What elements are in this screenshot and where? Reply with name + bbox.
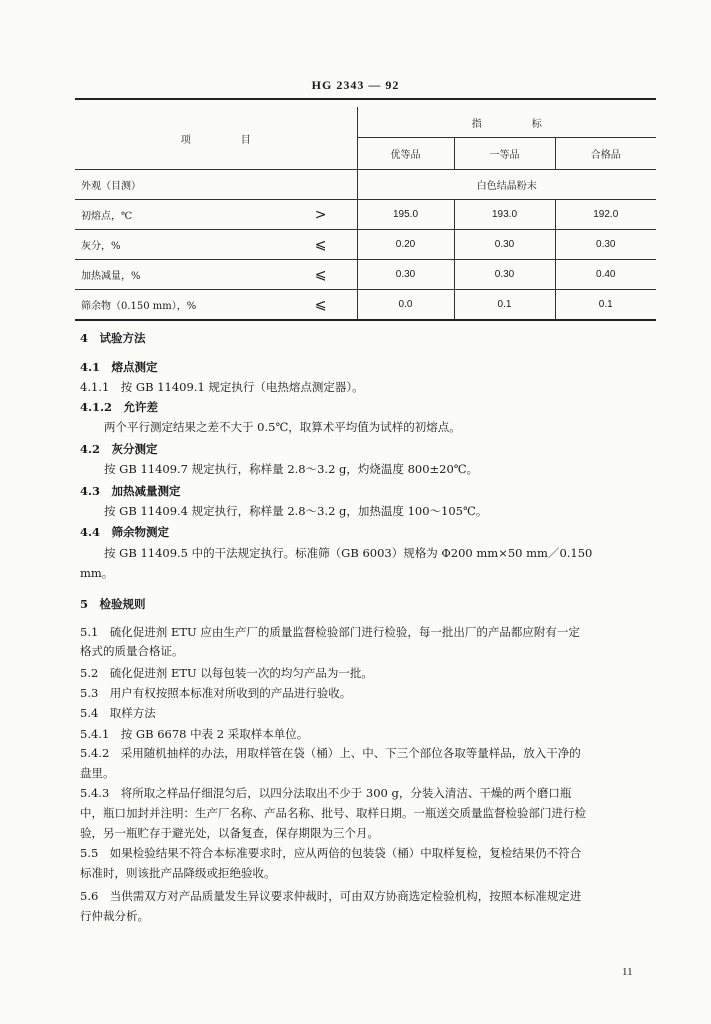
text-line: 5.1 硫化促进剂 ETU 应由生产厂的质量监督检验部门进行检验，每一批出厂的产品都应附有一定 — [80, 625, 580, 639]
text-line: mm。 — [80, 566, 114, 580]
text-line: 按 GB 11409.7 规定执行，称样量 2.8～3.2 g，灼烧温度 800±20℃。 — [104, 462, 479, 476]
row-label: 筛余物（0.150 mm），% — [81, 300, 197, 312]
text-line: 5 检验规则 — [80, 597, 146, 611]
row-value: 195.0 — [357, 200, 454, 230]
text-line: 4.1 熔点测定 — [80, 360, 158, 374]
standard-code-header: HG 2343 — 92 — [311, 78, 400, 92]
row-value: 0.30 — [555, 230, 656, 260]
grade-header: 优等品 — [357, 138, 454, 170]
row-value: 0.30 — [454, 260, 555, 290]
spec-table — [75, 107, 656, 321]
row-value: 0.0 — [357, 290, 454, 321]
operator-symbol: > — [314, 206, 327, 223]
row-value: 0.30 — [454, 230, 555, 260]
table-row — [75, 170, 656, 200]
text-line: 4 试验方法 — [80, 331, 146, 345]
row-value: 0.20 — [357, 230, 454, 260]
row-value: 白色结晶粉末 — [357, 170, 656, 200]
text-line: 4.4 筛余物测定 — [80, 525, 170, 539]
table-row — [75, 200, 656, 230]
item-column-header: 项 目 — [75, 107, 357, 170]
row-value: 192.0 — [555, 200, 656, 230]
text-line: 按 GB 11409.4 规定执行，称样量 2.8～3.2 g，加热温度 100～105℃。 — [104, 504, 488, 518]
text-line: 5.4 取样方法 — [80, 706, 156, 720]
text-line: 5.4.1 按 GB 6678 中表 2 采取样本单位。 — [80, 727, 309, 741]
text-line: 盘里。 — [80, 766, 115, 780]
page-number: 11 — [622, 966, 633, 978]
text-line: 格式的质量合格证。 — [80, 644, 184, 658]
table-row — [75, 260, 656, 290]
text-line: 5.4.2 采用随机抽样的办法，用取样管在袋（桶）上、中、下三个部位各取等量样品，放入干净的 — [80, 746, 581, 760]
text-line: 5.5 如果检验结果不符合本标准要求时，应从两倍的包装袋（桶）中取样复检，复检结果仍不符合 — [80, 846, 582, 860]
grade-header: 合格品 — [555, 138, 656, 170]
text-line: 4.1.1 按 GB 11409.1 规定执行（电热熔点测定器）。 — [80, 380, 364, 394]
text-line: 按 GB 11409.5 中的干法规定执行。标准筛（GB 6003）规格为 Φ200 mm×50 mm／0.150 — [104, 546, 593, 560]
row-label: 加热减量，% — [81, 270, 141, 282]
text-line: 5.3 用户有权按照本标准对所收到的产品进行验收。 — [80, 686, 352, 700]
row-label: 外观（目测） — [75, 170, 357, 200]
row-value: 0.30 — [357, 260, 454, 290]
row-label: 初熔点，℃ — [81, 210, 133, 222]
text-line: 验，另一瓶贮存于避光处，以备复查，保存期限为三个月。 — [80, 826, 379, 840]
operator-symbol: ⩽ — [314, 296, 327, 313]
index-column-header: 指 标 — [357, 107, 656, 138]
text-line: 两个平行测定结果之差不大于 0.5℃，取算术平均值为试样的初熔点。 — [104, 420, 461, 434]
row-value: 0.40 — [555, 260, 656, 290]
row-label: 灰分，% — [81, 240, 121, 252]
text-line: 5.4.3 将所取之样品仔细混匀后，以四分法取出不少于 300 g，分装入清洁、干燥的两个磨口瓶 — [80, 786, 572, 800]
text-line: 4.3 加热减量测定 — [80, 484, 181, 498]
table-row — [75, 290, 656, 321]
text-line: 5.2 硫化促进剂 ETU 以每包装一次的均匀产品为一批。 — [80, 666, 373, 680]
row-value: 0.1 — [555, 290, 656, 321]
row-value: 193.0 — [454, 200, 555, 230]
text-line: 行仲裁分析。 — [80, 909, 149, 923]
text-line: 4.1.2 允许差 — [80, 400, 159, 414]
grade-header: 一等品 — [454, 138, 555, 170]
operator-symbol: ⩽ — [314, 236, 327, 253]
text-line: 5.6 当供需双方对产品质量发生异议要求仲裁时，可由双方协商选定检验机构，按照本标准规定进 — [80, 889, 582, 903]
text-line: 中，瓶口加封并注明：生产厂名称、产品名称、批号、取样日期。一瓶送交质量监督检验部门进行检 — [80, 806, 586, 820]
header-rule — [75, 98, 656, 100]
table-row — [75, 230, 656, 260]
operator-symbol: ⩽ — [314, 266, 327, 283]
row-value: 0.1 — [454, 290, 555, 321]
text-line: 4.2 灰分测定 — [80, 442, 158, 456]
text-line: 标准时，则该批产品降级或拒绝验收。 — [80, 866, 276, 880]
